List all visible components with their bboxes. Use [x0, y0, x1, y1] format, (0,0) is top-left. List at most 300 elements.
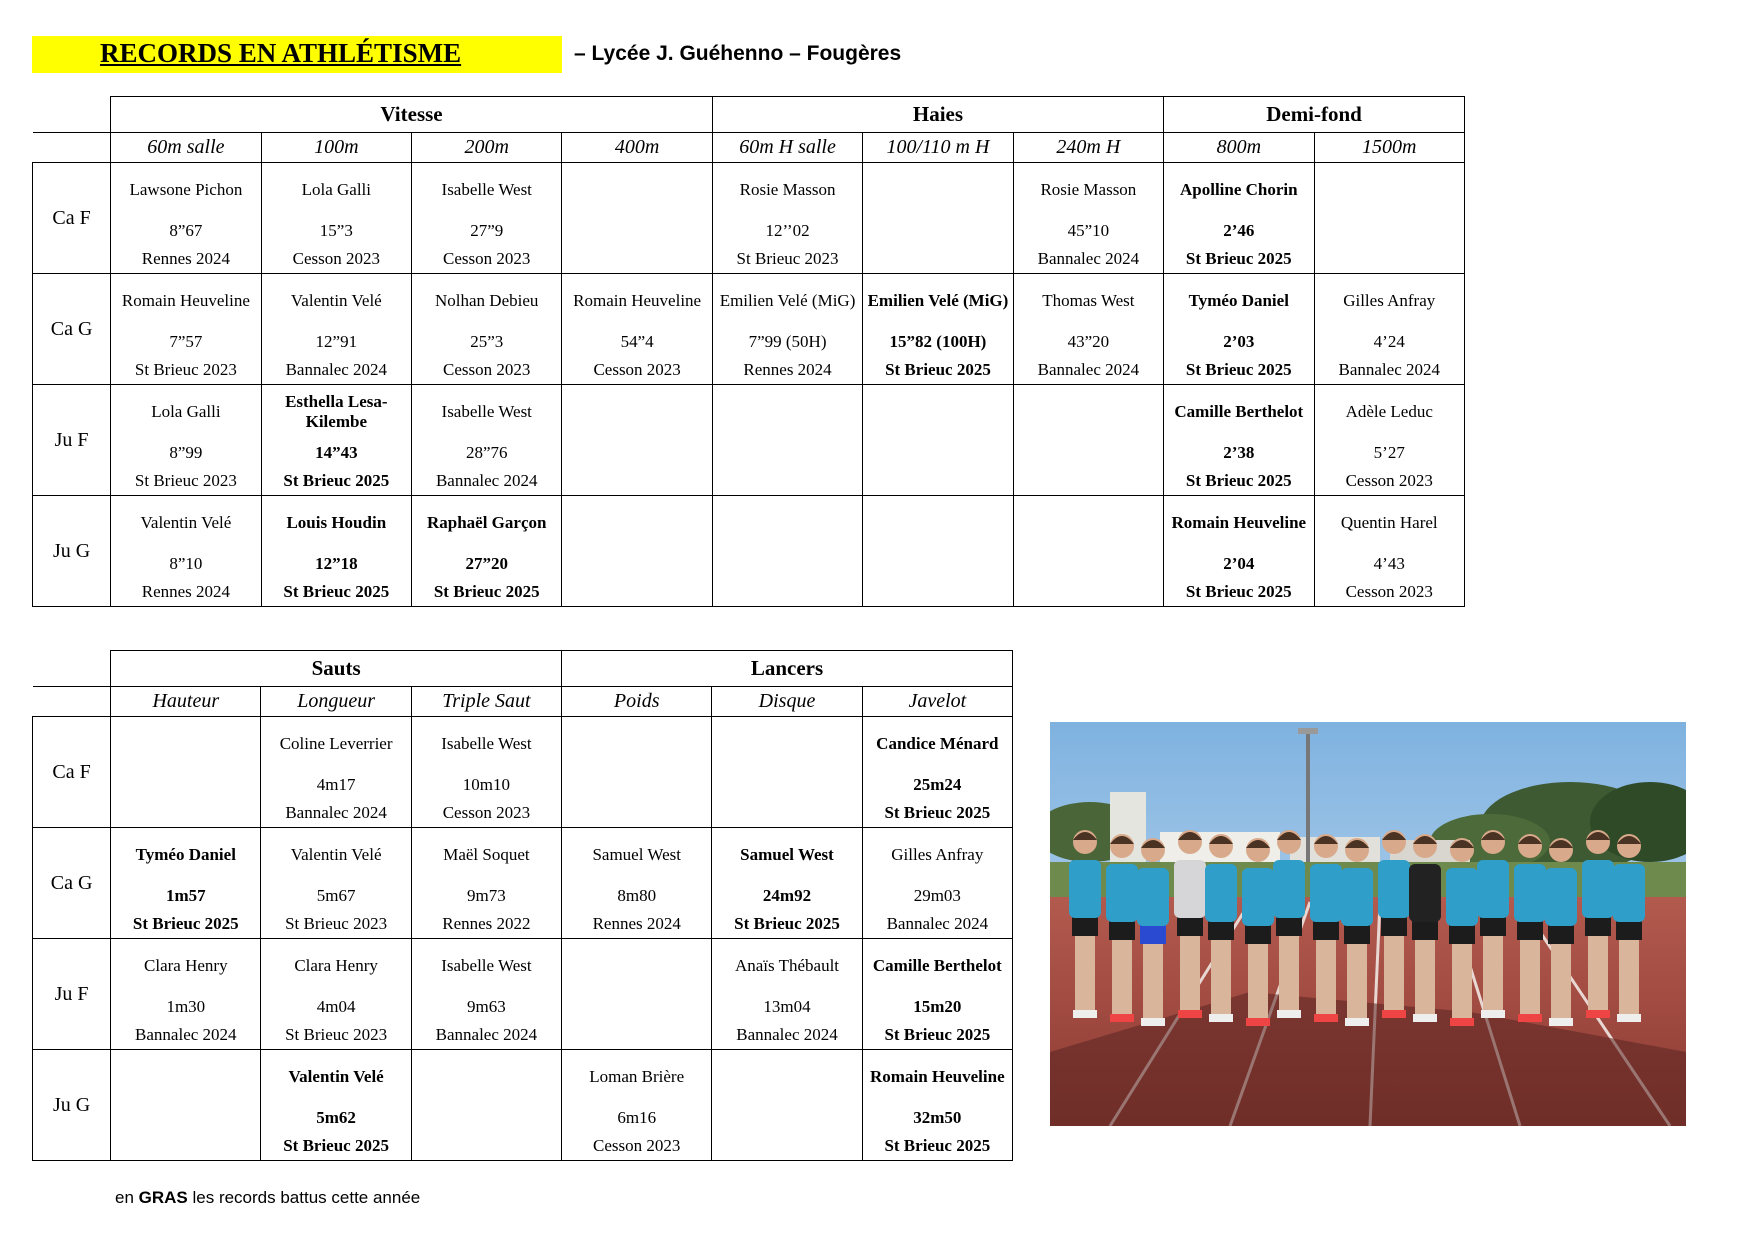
meet-place-year: Rennes 2024 — [743, 360, 832, 379]
event-header: 400m — [562, 133, 712, 163]
row-category-label: Ju G — [33, 1050, 111, 1161]
meet-place-year: Bannalec 2024 — [1037, 360, 1140, 379]
record — [412, 163, 561, 273]
meet-place-year: St Brieuc 2025 — [433, 582, 540, 601]
record — [712, 828, 861, 938]
performance: 6m16 — [617, 1108, 657, 1127]
athlete-name: Raphaël Garçon — [426, 513, 547, 532]
meet-place-year: Bannalec 2024 — [1338, 360, 1440, 379]
performance: 14”43 — [315, 443, 358, 462]
record-cell — [562, 717, 712, 828]
record — [262, 163, 411, 273]
record-cell — [562, 274, 712, 385]
record-cell — [111, 274, 261, 385]
event-header: 800m — [1164, 133, 1314, 163]
record-cell — [1164, 385, 1314, 496]
record-cell — [411, 1050, 561, 1161]
performance: 8”67 — [169, 221, 203, 240]
performance: 9m63 — [467, 997, 506, 1016]
record — [261, 1050, 410, 1160]
record-cell — [111, 717, 261, 828]
performance: 4’24 — [1373, 332, 1405, 351]
athlete-name: Valentin Velé — [288, 1067, 384, 1086]
legend-note — [115, 1188, 420, 1208]
meet-place-year: St Brieuc 2023 — [285, 1025, 388, 1044]
record-cell — [712, 939, 862, 1050]
meet-place-year: St Brieuc 2025 — [132, 914, 239, 933]
performance: 4’43 — [1373, 554, 1405, 573]
table-row — [33, 939, 1013, 1050]
event-header: 60m H salle — [712, 133, 862, 163]
record-cell — [1164, 496, 1314, 607]
meet-place-year: St Brieuc 2025 — [283, 582, 390, 601]
record — [1164, 496, 1313, 606]
record-cell — [862, 939, 1012, 1050]
athlete-name: Tyméo Daniel — [135, 845, 236, 864]
meet-place-year: St Brieuc 2023 — [134, 360, 237, 379]
meet-place-year: St Brieuc 2023 — [134, 471, 237, 490]
table-row — [33, 163, 1465, 274]
athlete-name: Apolline Chorin — [1179, 180, 1298, 199]
performance: 12’’02 — [765, 221, 810, 240]
athlete-name: Esthella Lesa-Kilembe — [285, 392, 388, 431]
performance: 29m03 — [913, 886, 961, 905]
meet-place-year: Bannalec 2024 — [285, 360, 388, 379]
athlete-name: Samuel West — [592, 845, 681, 864]
record — [712, 939, 861, 1049]
record-cell — [411, 828, 561, 939]
event-header: 200m — [412, 133, 562, 163]
athlete-name: Camille Berthelot — [872, 956, 1002, 975]
athlete-name: Candice Ménard — [876, 734, 999, 753]
athlete-name: Lola Galli — [301, 180, 372, 199]
record-cell — [1013, 385, 1163, 496]
performance: 15”82 (100H) — [889, 332, 987, 351]
row-category-label: Ca F — [33, 163, 111, 274]
record — [262, 385, 411, 495]
record — [412, 828, 561, 938]
record-cell — [712, 496, 862, 607]
record-cell — [261, 163, 411, 274]
meet-place-year: Rennes 2024 — [592, 914, 681, 933]
corner-cell — [33, 687, 111, 717]
legend-note-prefix: en — [115, 1188, 139, 1207]
performance: 12”18 — [315, 554, 358, 573]
category-header: Demi-fond — [1164, 97, 1465, 133]
athlete-name: Rosie Masson — [739, 180, 836, 199]
performance: 8”99 — [169, 443, 203, 462]
meet-place-year: Bannalec 2024 — [135, 1025, 237, 1044]
athlete-name: Clara Henry — [294, 956, 378, 975]
table-row — [33, 1050, 1013, 1161]
record — [412, 496, 561, 606]
performance: 12”91 — [315, 332, 358, 351]
record-cell — [712, 1050, 862, 1161]
record — [262, 274, 411, 384]
meet-place-year: St Brieuc 2025 — [884, 1136, 991, 1155]
meet-place-year: Rennes 2022 — [442, 914, 531, 933]
record-cell — [111, 385, 261, 496]
athlete-name: Lola Galli — [151, 402, 221, 421]
record-cell — [261, 717, 411, 828]
meet-place-year: Rennes 2024 — [141, 249, 231, 268]
record-cell — [1314, 385, 1465, 496]
performance: 8”10 — [169, 554, 203, 573]
record-cell — [562, 163, 712, 274]
record — [713, 496, 862, 606]
athlete-name: Valentin Velé — [140, 513, 232, 532]
performance: 2’38 — [1223, 443, 1255, 462]
performance: 5m62 — [316, 1108, 356, 1127]
athlete-name: Romain Heuveline — [1171, 513, 1307, 532]
performance: 45”10 — [1067, 221, 1110, 240]
performance: 27”20 — [465, 554, 508, 573]
record — [562, 274, 711, 384]
record — [1014, 163, 1163, 273]
record — [562, 1050, 711, 1160]
meet-place-year: Bannalec 2024 — [435, 1025, 538, 1044]
record-cell — [862, 828, 1012, 939]
performance: 7”99 (50H) — [748, 332, 827, 351]
meet-place-year: St Brieuc 2025 — [734, 914, 840, 933]
row-category-label: Ju F — [33, 385, 111, 496]
athlete-name: Camille Berthelot — [1174, 402, 1304, 421]
record — [863, 385, 1012, 495]
performance: 2’46 — [1223, 221, 1255, 240]
record — [713, 163, 862, 273]
event-header: Disque — [712, 687, 862, 717]
meet-place-year: Bannalec 2024 — [435, 471, 538, 490]
record — [1315, 496, 1465, 606]
athlete-name: Isabelle West — [441, 734, 532, 753]
athlete-name: Valentin Velé — [290, 845, 382, 864]
performance: 9m73 — [467, 886, 506, 905]
meet-place-year: St Brieuc 2025 — [1185, 582, 1292, 601]
event-header: Longueur — [261, 687, 411, 717]
record — [713, 274, 862, 384]
record-cell — [562, 939, 712, 1050]
record — [261, 828, 410, 938]
page-subtitle: – Lycée J. Guéhenno – Fougères — [574, 42, 902, 65]
event-header: 100/110 m H — [863, 133, 1013, 163]
event-header: Hauteur — [111, 687, 261, 717]
record-cell — [562, 828, 712, 939]
record — [1164, 163, 1313, 273]
record — [111, 1050, 260, 1160]
meet-place-year: St Brieuc 2025 — [1185, 360, 1292, 379]
athlete-name: Emilien Velé (MiG) — [719, 291, 856, 310]
meet-place-year: Bannalec 2024 — [886, 914, 989, 933]
meet-place-year: Cesson 2023 — [443, 360, 531, 379]
records-table-sauts-lancers — [32, 650, 1013, 1161]
event-header: 100m — [261, 133, 411, 163]
record — [262, 496, 411, 606]
performance: 2’04 — [1223, 554, 1255, 573]
record-cell — [111, 939, 261, 1050]
category-header-row — [33, 97, 1465, 133]
team-photo-illustration — [1050, 722, 1686, 1126]
record-cell — [862, 1050, 1012, 1161]
page-title: RECORDS EN ATHLÉTISME — [100, 38, 462, 68]
meet-place-year: Cesson 2023 — [593, 1136, 681, 1155]
event-header: 60m salle — [111, 133, 261, 163]
record — [562, 717, 711, 827]
record — [863, 496, 1012, 606]
record — [1164, 274, 1313, 384]
athlete-name: Coline Leverrier — [279, 734, 393, 753]
record — [562, 385, 711, 495]
record — [1315, 385, 1465, 495]
record — [261, 939, 410, 1049]
meet-place-year: St Brieuc 2023 — [736, 249, 839, 268]
record-cell — [1314, 274, 1465, 385]
category-header: Sauts — [111, 651, 562, 687]
table-row — [33, 385, 1465, 496]
category-header-row — [33, 651, 1013, 687]
record-cell — [261, 496, 411, 607]
record-cell — [261, 939, 411, 1050]
record-cell — [1013, 496, 1163, 607]
record — [111, 163, 260, 273]
record-cell — [111, 496, 261, 607]
record — [1315, 274, 1465, 384]
record — [562, 828, 711, 938]
athlete-name: Valentin Velé — [290, 291, 382, 310]
athlete-name: Romain Heuveline — [573, 291, 702, 310]
corner-cell — [33, 97, 111, 133]
performance: 7”57 — [169, 332, 203, 351]
performance: 8m80 — [617, 886, 657, 905]
meet-place-year: Cesson 2023 — [593, 360, 681, 379]
meet-place-year: Rennes 2024 — [141, 582, 231, 601]
meet-place-year: St Brieuc 2025 — [1185, 471, 1292, 490]
athlete-name: Samuel West — [740, 845, 834, 864]
legend-note-suffix: les records battus cette année — [187, 1188, 421, 1207]
record — [111, 828, 260, 938]
meet-place-year: St Brieuc 2023 — [285, 914, 388, 933]
athlete-name: Loman Brière — [589, 1067, 685, 1086]
event-header: Javelot — [862, 687, 1012, 717]
records-table-courses — [32, 96, 1465, 607]
event-header: Poids — [562, 687, 712, 717]
record — [863, 939, 1012, 1049]
performance: 25”3 — [470, 332, 504, 351]
record — [1014, 274, 1163, 384]
record-cell — [712, 274, 862, 385]
athlete-name: Gilles Anfray — [891, 845, 984, 864]
meet-place-year: Cesson 2023 — [442, 803, 531, 822]
record-cell — [1314, 496, 1465, 607]
meet-place-year: Cesson 2023 — [443, 249, 531, 268]
record-cell — [1013, 274, 1163, 385]
record-cell — [412, 274, 562, 385]
performance: 10m10 — [462, 775, 511, 794]
performance: 5m67 — [316, 886, 356, 905]
event-header: 1500m — [1314, 133, 1465, 163]
table-row — [33, 717, 1013, 828]
athlete-name: Emilien Velé (MiG) — [867, 291, 1009, 310]
record-cell — [111, 828, 261, 939]
record-cell — [1314, 163, 1465, 274]
athlete-name: Tyméo Daniel — [1188, 291, 1289, 310]
category-header: Vitesse — [111, 97, 713, 133]
record-cell — [412, 496, 562, 607]
meet-place-year: Bannalec 2024 — [1037, 249, 1140, 268]
record-cell — [411, 939, 561, 1050]
record — [412, 1050, 561, 1160]
record — [412, 717, 561, 827]
performance: 32m50 — [913, 1108, 962, 1127]
performance: 5’27 — [1373, 443, 1405, 462]
row-category-label: Ju F — [33, 939, 111, 1050]
performance: 4m17 — [316, 775, 356, 794]
performance: 28”76 — [465, 443, 508, 462]
athlete-name: Clara Henry — [144, 956, 228, 975]
meet-place-year: St Brieuc 2025 — [885, 360, 991, 379]
record-cell — [562, 1050, 712, 1161]
record-cell — [712, 717, 862, 828]
meet-place-year: Cesson 2023 — [292, 249, 380, 268]
record-cell — [261, 274, 411, 385]
performance: 15”3 — [319, 221, 353, 240]
record — [863, 717, 1012, 827]
record-cell — [863, 385, 1013, 496]
meet-place-year: St Brieuc 2025 — [283, 471, 390, 490]
athlete-name: Rosie Masson — [1040, 180, 1137, 199]
category-header: Lancers — [562, 651, 1013, 687]
record — [111, 385, 260, 495]
corner-cell — [33, 133, 111, 163]
meet-place-year: Cesson 2023 — [1345, 582, 1433, 601]
record-cell — [712, 385, 862, 496]
meet-place-year: Bannalec 2024 — [736, 1025, 838, 1044]
athlete-name: Nolhan Debieu — [435, 291, 539, 310]
record-cell — [111, 1050, 261, 1161]
record — [863, 274, 1012, 384]
row-category-label: Ca G — [33, 274, 111, 385]
record-cell — [1013, 163, 1163, 274]
meet-place-year: St Brieuc 2025 — [283, 1136, 389, 1155]
record — [1014, 385, 1163, 495]
record-cell — [412, 385, 562, 496]
performance: 27”9 — [470, 221, 504, 240]
athlete-name: Isabelle West — [441, 402, 532, 421]
record-cell — [111, 163, 261, 274]
record-cell — [412, 163, 562, 274]
row-category-label: Ca G — [33, 828, 111, 939]
record — [412, 385, 561, 495]
record — [562, 939, 711, 1049]
meet-place-year: St Brieuc 2025 — [884, 803, 991, 822]
performance: 24m92 — [762, 886, 812, 905]
category-header: Haies — [712, 97, 1163, 133]
event-header-row — [33, 687, 1013, 717]
record-cell — [562, 385, 712, 496]
record-cell — [712, 828, 862, 939]
athlete-name: Anaïs Thébault — [734, 956, 840, 975]
record — [863, 1050, 1012, 1160]
athlete-name: Maël Soquet — [443, 845, 530, 864]
performance: 1m57 — [165, 886, 206, 905]
record — [111, 939, 260, 1049]
performance: 1m30 — [166, 997, 206, 1016]
performance: 4m04 — [316, 997, 356, 1016]
meet-place-year: St Brieuc 2025 — [1185, 249, 1292, 268]
record-cell — [562, 496, 712, 607]
record-cell — [863, 163, 1013, 274]
record — [863, 828, 1012, 938]
record — [1164, 385, 1313, 495]
legend-note-bold: GRAS — [138, 1188, 188, 1207]
row-category-label: Ca F — [33, 717, 111, 828]
performance: 13m04 — [763, 997, 811, 1016]
record — [111, 717, 260, 827]
record — [1315, 163, 1465, 273]
table-row — [33, 496, 1465, 607]
corner-cell — [33, 651, 111, 687]
athlete-name: Lawsone Pichon — [129, 180, 243, 199]
record-cell — [862, 717, 1012, 828]
event-header-row — [33, 133, 1465, 163]
event-header: 240m H — [1013, 133, 1163, 163]
record — [111, 496, 260, 606]
record-cell — [261, 828, 411, 939]
record — [111, 274, 260, 384]
record-cell — [863, 274, 1013, 385]
performance: 15m20 — [913, 997, 962, 1016]
record — [863, 163, 1012, 273]
record — [712, 1050, 861, 1160]
athlete-name: Romain Heuveline — [121, 291, 250, 310]
record-cell — [261, 1050, 411, 1161]
meet-place-year: Cesson 2023 — [1345, 471, 1433, 490]
athlete-name: Gilles Anfray — [1343, 291, 1436, 310]
athlete-name: Quentin Harel — [1340, 513, 1438, 532]
record — [712, 717, 861, 827]
performance: 25m24 — [913, 775, 962, 794]
record — [412, 274, 561, 384]
event-header: Triple Saut — [411, 687, 561, 717]
team-photo — [1050, 722, 1686, 1126]
record-cell — [712, 163, 862, 274]
record — [261, 717, 410, 827]
athlete-name: Thomas West — [1042, 291, 1135, 310]
performance: 43”20 — [1067, 332, 1110, 351]
record-cell — [411, 717, 561, 828]
record — [1014, 496, 1163, 606]
record-cell — [863, 496, 1013, 607]
record — [412, 939, 561, 1049]
athlete-name: Louis Houdin — [286, 513, 387, 532]
record-cell — [261, 385, 411, 496]
record-cell — [1164, 163, 1314, 274]
table-row — [33, 828, 1013, 939]
athlete-name: Romain Heuveline — [870, 1067, 1005, 1086]
athlete-name: Isabelle West — [441, 956, 532, 975]
meet-place-year: St Brieuc 2025 — [884, 1025, 991, 1044]
athlete-name: Isabelle West — [441, 180, 532, 199]
performance: 2’03 — [1223, 332, 1255, 351]
row-category-label: Ju G — [33, 496, 111, 607]
record-cell — [1164, 274, 1314, 385]
meet-place-year: Bannalec 2024 — [285, 803, 387, 822]
table-row — [33, 274, 1465, 385]
record — [713, 385, 862, 495]
athlete-name: Adèle Leduc — [1345, 402, 1433, 421]
record — [562, 496, 711, 606]
record — [562, 163, 711, 273]
performance: 54”4 — [620, 332, 654, 351]
